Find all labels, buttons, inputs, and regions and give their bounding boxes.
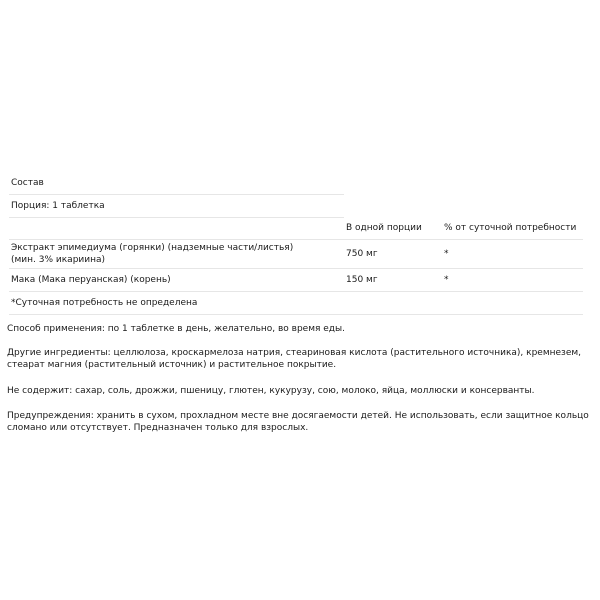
product-notes [7,323,593,434]
other-ingredients-line: стеарат магния (растительный источник) и растительное покрытие. [7,360,337,370]
serving-size-row [9,195,583,218]
ingredient-name: Мака (Мака перуанская) (корень) [9,269,344,292]
warnings-line: сломано или отсутствует. Предназначен только для взрослых. [7,423,309,433]
column-header-blank [9,218,344,240]
ingredient-name-line: Экстракт эпимедиума (горянки) (надземные части/листья) [11,243,294,253]
ingredient-row [9,269,583,292]
facts-table [9,172,583,315]
footnote-row [9,292,583,315]
ingredient-amount: 150 мг [344,269,444,292]
other-ingredients-line: Другие ингредиенты: целлюлоза, кроскармелоза натрия, стеариновая кислота (растительного источника), кремнезем, [7,348,582,358]
ingredient-name-line: (мин. 3% икариина) [11,255,106,265]
serving-size: Порция: 1 таблетка [9,195,344,218]
warnings-line: Предупреждения: хранить в сухом, прохладном месте вне досягаемости детей. Не использовать, если защитное кольцо [7,411,589,421]
free-from-statement: Не содержит: сахар, соль, дрожжи, пшеницу, глютен, кукурузу, сою, молоко, яйца, моллюски и консерванты. [7,386,535,396]
column-header-amount: В одной порции [344,218,444,240]
facts-title-row [9,172,583,195]
ingredient-row [9,240,583,269]
column-header-row [9,218,583,240]
daily-value-footnote: *Суточная потребность не определена [9,292,344,315]
column-header-daily-value: % от суточной потребности [444,218,583,240]
supplement-facts-panel [7,172,593,434]
usage-instructions: Способ применения: по 1 таблетке в день, желательно, во время еды. [7,324,346,334]
facts-title: Состав [9,172,344,195]
ingredient-daily-value: * [444,240,583,269]
other-ingredients [7,347,593,371]
ingredient-amount: 750 мг [344,240,444,269]
ingredient-daily-value: * [444,269,583,292]
warnings [7,410,593,434]
ingredient-name [9,240,344,269]
